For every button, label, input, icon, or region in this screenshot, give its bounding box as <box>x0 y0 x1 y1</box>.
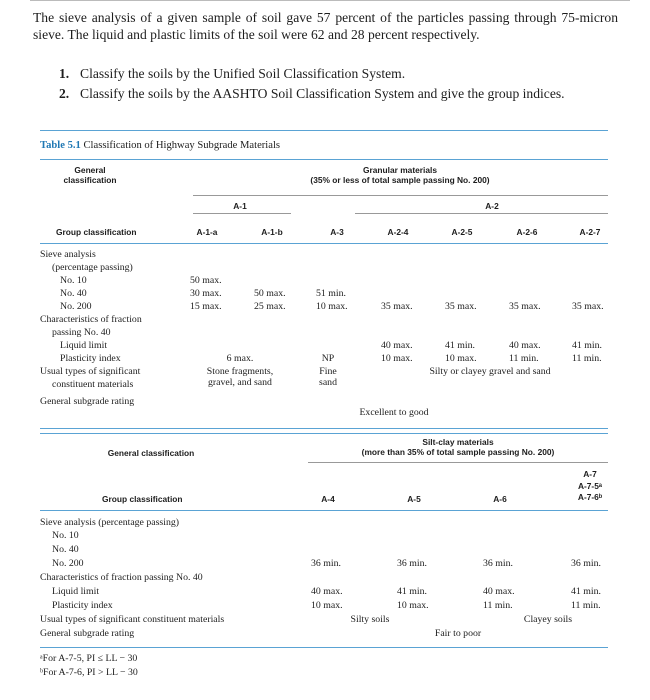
group-line: A-7-6ᵇ <box>577 492 603 502</box>
group-classification-label: Group classification <box>56 227 137 237</box>
cell-a26-pi: 11 min. <box>509 353 539 364</box>
question-1 <box>59 66 619 82</box>
bottom-row-no-40: No. 40 <box>52 544 79 555</box>
cell-a5-no200: 36 min. <box>397 558 427 569</box>
group-a-2-5: A-2-5 <box>451 227 473 237</box>
cell-a25-ll: 41 min. <box>445 340 475 351</box>
bottom-general-classification: General classification <box>107 448 195 458</box>
header-line: classification <box>63 175 117 185</box>
bottom-row-no-10: No. 10 <box>52 530 79 541</box>
cell-a5-pi: 10 max. <box>397 600 429 611</box>
question-text: Classify the soils by the AASHTO Soil Classification System and give the group indices. <box>80 86 565 101</box>
group-a-2-6: A-2-6 <box>516 227 538 237</box>
group-a-1-b: A-1-b <box>261 227 283 237</box>
cell-a1a-no200: 15 max. <box>190 301 222 312</box>
problem-statement: The sieve analysis of a given sample of soil gave 57 percent of the particles passing through 75-micron sieve. The liquid and plastic limits of the soil were 62 and 28 percent respectively. <box>33 10 618 42</box>
bottom-row-subgrade-rating: General subgrade rating <box>40 628 135 639</box>
cell-a3-no40: 51 min. <box>316 288 346 299</box>
cell-a24-ll: 40 max. <box>381 340 413 351</box>
bottom-row-characteristics: Characteristics of fraction passing No. 40 <box>40 572 203 583</box>
row-no-40: No. 40 <box>60 288 87 299</box>
row-constituent-materials: constituent materials <box>52 379 134 390</box>
bottom-row-plasticity-index: Plasticity index <box>52 600 113 611</box>
question-list <box>59 66 619 106</box>
bottom-row-sieve: Sieve analysis (percentage passing) <box>40 517 180 528</box>
bottom-table-top-rule <box>40 433 608 434</box>
cell-a7-no200: 36 min. <box>571 558 601 569</box>
group-a-4: A-4 <box>321 494 335 504</box>
header-line: (35% or less of total sample passing No. 200) <box>310 175 490 185</box>
row-no-10: No. 10 <box>60 275 87 286</box>
bottom-table-bottom-rule <box>40 647 608 648</box>
cell-a26-no200: 35 max. <box>509 301 541 312</box>
group-row-rule <box>40 243 608 244</box>
cell-a27-no200: 35 max. <box>572 301 604 312</box>
row-percentage-passing: (percentage passing) <box>52 262 133 273</box>
table-header-rule <box>40 159 608 160</box>
cell-a25-pi: 10 max. <box>445 353 477 364</box>
cell-a7-pi: 11 min. <box>571 600 601 611</box>
cell-clayey-soils: Clayey soils <box>523 614 573 625</box>
granular-span-rule <box>193 195 608 196</box>
cell-a1-usual <box>207 366 273 388</box>
a2-header: A-2 <box>485 201 499 211</box>
granular-materials-header <box>310 165 489 185</box>
cell-a27-pi: 11 min. <box>572 353 602 364</box>
table-label: Table 5.1 <box>40 140 81 151</box>
cell-a1-pi: 6 max. <box>226 353 254 364</box>
group-a-2-7: A-2-7 <box>579 227 601 237</box>
bottom-group-rule <box>40 510 608 511</box>
cell-a1a-no10: 50 max. <box>190 275 222 286</box>
cell-line: Fine <box>319 366 337 377</box>
row-liquid-limit: Liquid limit <box>60 340 108 351</box>
group-line: A-7-5ᵃ <box>577 480 603 491</box>
header-line: (more than 35% of total sample passing No. 200) <box>361 447 555 457</box>
group-a-5: A-5 <box>407 494 421 504</box>
header-line: General <box>74 165 106 175</box>
question-text: Classify the soils by the Unified Soil Classification System. <box>80 66 406 81</box>
table-top-rule <box>40 130 608 131</box>
row-usual-types: Usual types of significant <box>40 366 141 377</box>
footnote-b: ᵇFor A-7-6, PI > LL − 30 <box>40 667 138 678</box>
row-characteristics: Characteristics of fraction <box>40 314 142 325</box>
row-sieve-analysis: Sieve analysis <box>40 249 96 260</box>
cell-a6-pi: 11 min. <box>483 600 513 611</box>
cell-a6-no200: 36 min. <box>483 558 513 569</box>
a1-span-rule <box>193 213 291 214</box>
cell-a4-ll: 40 max. <box>311 586 343 597</box>
header-line: Silt-clay materials <box>422 437 494 447</box>
general-classification-header <box>63 165 116 185</box>
bottom-row-no-200: No. 200 <box>52 558 84 569</box>
cell-line: gravel, and sand <box>208 377 272 388</box>
top-divider <box>30 0 630 1</box>
group-a-6: A-6 <box>493 494 507 504</box>
cell-line: sand <box>319 377 337 388</box>
question-number: 2. <box>59 86 70 101</box>
top-table-bottom-rule <box>40 428 608 429</box>
group-a-1-a: A-1-a <box>196 227 218 237</box>
bottom-row-liquid-limit: Liquid limit <box>52 586 100 597</box>
bottom-row-usual-types: Usual types of significant constituent materials <box>40 614 225 625</box>
a2-span-rule <box>355 213 608 214</box>
cell-a5-ll: 41 min. <box>397 586 427 597</box>
cell-a1a-no40: 30 max. <box>190 288 222 299</box>
cell-a1b-no40: 50 max. <box>254 288 286 299</box>
table-title <box>40 140 280 151</box>
cell-a25-no200: 35 max. <box>445 301 477 312</box>
footnote-a: ᵃFor A-7-5, PI ≤ LL − 30 <box>40 653 138 664</box>
cell-a2-usual: Silty or clayey gravel and sand <box>429 366 551 377</box>
group-a-7 <box>578 469 602 504</box>
row-passing-no-40: passing No. 40 <box>52 327 111 338</box>
group-line: A-7 <box>583 469 597 479</box>
cell-a24-no200: 35 max. <box>381 301 413 312</box>
cell-line: Stone fragments, <box>206 366 274 377</box>
cell-a24-pi: 10 max. <box>381 353 413 364</box>
silt-clay-header <box>362 437 555 457</box>
group-a-3: A-3 <box>330 227 344 237</box>
cell-fair-to-poor: Fair to poor <box>434 628 482 639</box>
cell-a1b-no200: 25 max. <box>254 301 286 312</box>
question-2 <box>59 86 619 102</box>
cell-a4-no200: 36 min. <box>311 558 341 569</box>
cell-silty-soils: Silty soils <box>350 614 390 625</box>
question-number: 1. <box>59 66 70 81</box>
table-caption: Classification of Highway Subgrade Materials <box>83 140 281 151</box>
cell-a27-ll: 41 min. <box>572 340 602 351</box>
bottom-group-classification-label: Group classification <box>102 494 183 504</box>
cell-a4-pi: 10 max. <box>311 600 343 611</box>
cell-a3-usual <box>319 366 337 388</box>
silt-span-rule <box>308 462 608 463</box>
cell-a3-pi: NP <box>321 353 335 364</box>
row-subgrade-rating: General subgrade rating <box>40 396 135 407</box>
a1-header: A-1 <box>233 201 247 211</box>
cell-a7-ll: 41 min. <box>571 586 601 597</box>
row-no-200: No. 200 <box>60 301 92 312</box>
cell-a3-no200: 10 max. <box>316 301 348 312</box>
header-line: Granular materials <box>362 165 437 175</box>
group-a-2-4: A-2-4 <box>387 227 409 237</box>
cell-a6-ll: 40 max. <box>483 586 515 597</box>
cell-a26-ll: 40 max. <box>509 340 541 351</box>
row-plasticity-index: Plasticity index <box>60 353 121 364</box>
cell-rating-excellent: Excellent to good <box>359 407 429 418</box>
